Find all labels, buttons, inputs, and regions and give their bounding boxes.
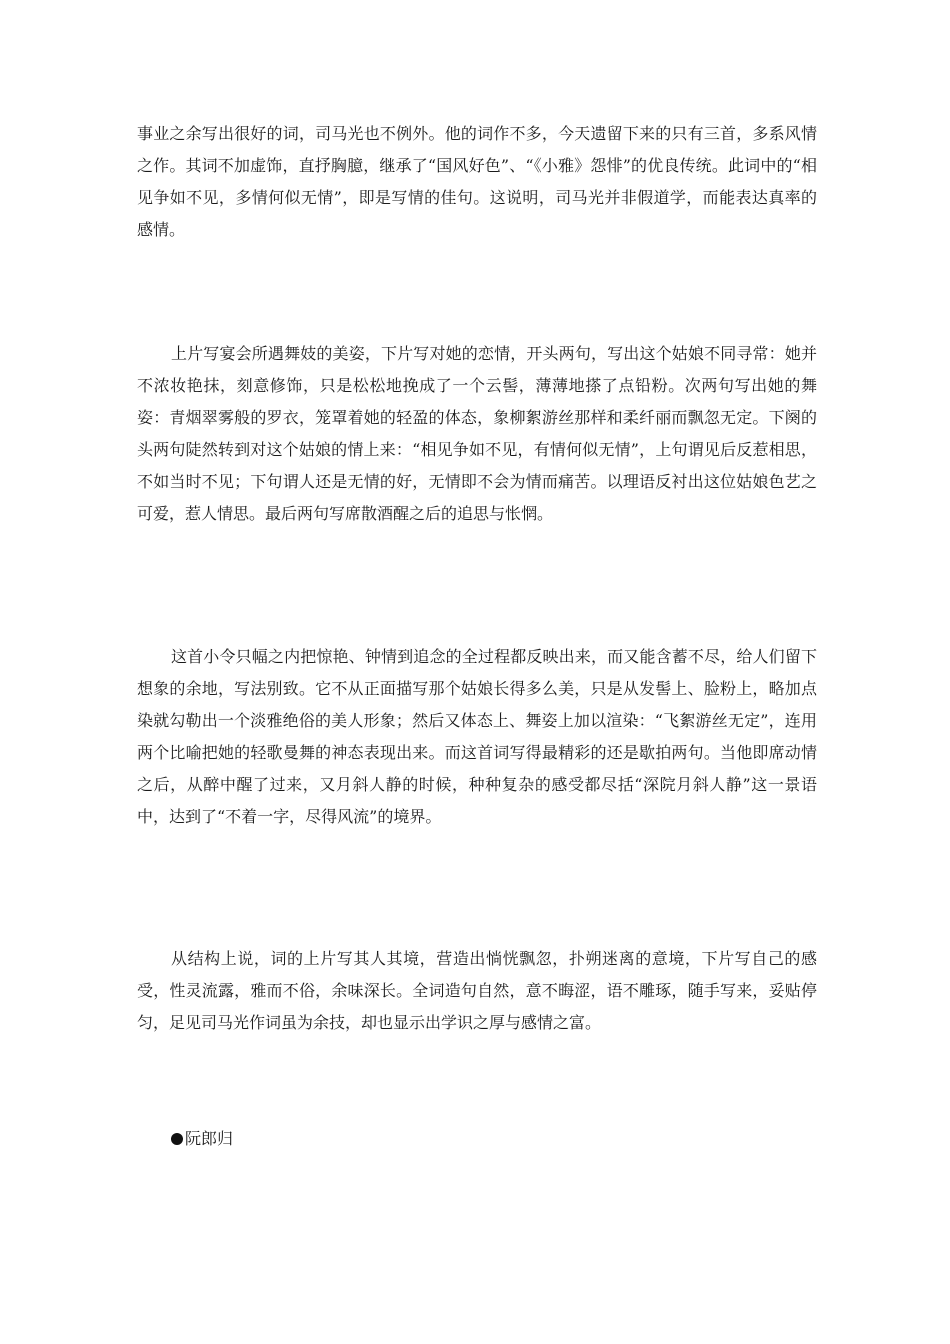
paragraph-analysis-2: 这首小令只幅之内把惊艳、钟情到追念的全过程都反映出来，而又能含蓄不尽，给人们留下想象的余地，写法别致。它不从正面描写那个姑娘长得多么美，只是从发髻上、脸粉上，略加点染就勾勒出一个淡雅绝俗的美人形象；然后又体态上、舞姿上加以渲染：“飞絮游丝无定”，连用两个比喻把她的轻歌曼舞的神态表现出来。而这首词写得最精彩的还是歇拍两句。当他即席动情之后，从醉中醒了过来，又月斜人静的时候，种种复杂的感受都尽括“深院月斜人静”这一景语中，达到了“不着一字，尽得风流”的境界。 [137, 647, 817, 826]
paragraph-continuation: 事业之余写出很好的词，司马光也不例外。他的词作不多，今天遗留下来的只有三首，多系风情之作。其词不加虚饰，直抒胸臆，继承了“国风好色”、“《小雅》怨悱”的优良传统。此词中的“相见争如不见，多情何似无情”，即是写情的佳句。这说明，司马光并非假道学，而能表达真率的感情。 [137, 124, 817, 239]
paragraph-analysis-1: 上片写宴会所遇舞妓的美姿，下片写对她的恋情，开头两句，写出这个姑娘不同寻常：她并不浓妆艳抹，刻意修饰，只是松松地挽成了一个云髻，薄薄地搽了点铅粉。次两句写出她的舞姿：青烟翠雾般的罗衣，笼罩着她的轻盈的体态，象柳絮游丝那样和柔纤丽而飘忽无定。下阕的头两句陡然转到对这个姑娘的情上来：“相见争如不见，有情何似无情”，上句谓见后反惹相思，不如当时不见；下句谓人还是无情的好，无情即不会为情而痛苦。以理语反衬出这位姑娘色艺之可爱，惹人情思。最后两句写席散酒醒之后的追思与怅惘。 [137, 344, 817, 523]
section-heading-text: 阮郎归 [185, 1129, 234, 1148]
section-heading [171, 1123, 233, 1155]
paragraph-analysis-3: 从结构上说，词的上片写其人其境，营造出惝恍飘忽，扑朔迷离的意境，下片写自己的感受，性灵流露，雅而不俗，余味深长。全词造句自然，意不晦涩，语不雕琢，随手写来，妥贴停匀，足见司马光作词虽为余技，却也显示出学识之厚与感情之富。 [137, 949, 817, 1032]
bullet-icon [171, 1133, 183, 1145]
